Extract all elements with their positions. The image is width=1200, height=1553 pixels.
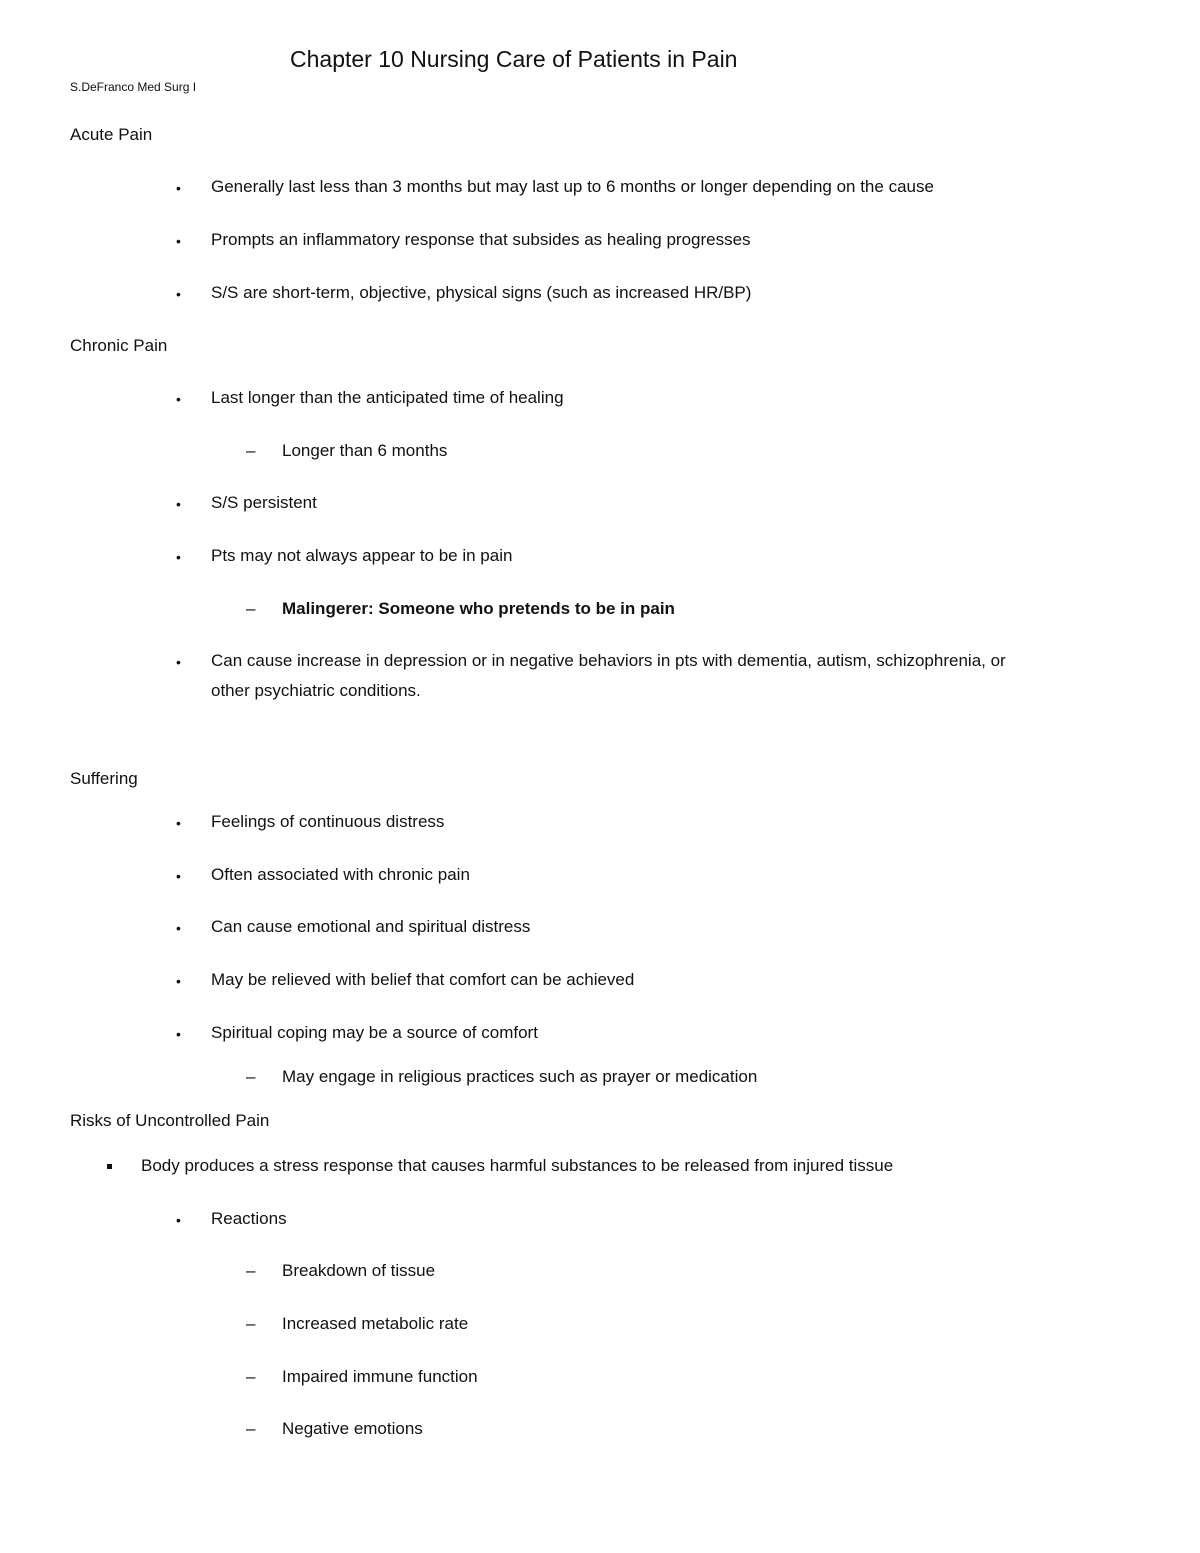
sub-list-item-definition: Malingerer: Someone who pretends to be in pain (282, 599, 675, 618)
bullet-marker: • (176, 1026, 181, 1042)
dash-marker: – (246, 441, 256, 460)
sub-list-item: Impaired immune function (282, 1367, 478, 1386)
bullet-marker: • (176, 233, 181, 249)
bullet-marker: • (176, 654, 181, 670)
sub-list-item: Breakdown of tissue (282, 1261, 436, 1280)
dash-marker: – (246, 1367, 256, 1386)
bullet-marker: • (176, 180, 181, 196)
bullet-marker: • (176, 973, 181, 989)
section-heading-acute-pain: Acute Pain (70, 125, 153, 144)
bullet-marker: • (176, 549, 181, 565)
list-item: Can cause increase in depression or in negative behaviors in pts with dementia, autism, schizophrenia, or (211, 651, 1006, 670)
list-item: Can cause emotional and spiritual distress (211, 917, 531, 936)
list-item: Last longer than the anticipated time of healing (211, 388, 564, 407)
bullet-marker: • (176, 286, 181, 302)
square-bullet-icon (107, 1164, 112, 1169)
bullet-marker: • (176, 868, 181, 884)
list-item: May be relieved with belief that comfort can be achieved (211, 970, 635, 989)
list-item: Prompts an inflammatory response that subsides as healing progresses (211, 230, 751, 249)
section-heading-suffering: Suffering (70, 769, 138, 788)
list-item: Spiritual coping may be a source of comfort (211, 1023, 538, 1042)
sub-list-item: Negative emotions (282, 1419, 423, 1438)
list-item: Pts may not always appear to be in pain (211, 546, 513, 565)
bullet-marker: • (176, 920, 181, 936)
dash-marker: – (246, 599, 256, 618)
dash-marker: – (246, 1419, 256, 1438)
list-item: Generally last less than 3 months but may last up to 6 months or longer depending on the cause (211, 177, 934, 196)
sub-list-item: Increased metabolic rate (282, 1314, 469, 1333)
list-item: Often associated with chronic pain (211, 865, 470, 884)
bullet-marker: • (176, 391, 181, 407)
section-heading-risks: Risks of Uncontrolled Pain (70, 1111, 270, 1130)
page-title: Chapter 10 Nursing Care of Patients in Pain (290, 46, 738, 72)
dash-marker: – (246, 1314, 256, 1333)
list-item: S/S persistent (211, 493, 317, 512)
list-item-continuation: other psychiatric conditions. (211, 681, 421, 700)
sub-list-item: May engage in religious practices such as prayer or medication (282, 1067, 758, 1086)
bullet-marker: • (176, 815, 181, 831)
bullet-marker: • (176, 496, 181, 512)
list-item: Body produces a stress response that causes harmful substances to be released from injured tissue (141, 1156, 894, 1175)
author-line: S.DeFranco Med Surg I (70, 80, 197, 94)
list-item: Feelings of continuous distress (211, 812, 445, 831)
list-item: Reactions (211, 1209, 287, 1228)
section-heading-chronic-pain: Chronic Pain (70, 336, 168, 355)
dash-marker: – (246, 1067, 256, 1086)
list-item: S/S are short-term, objective, physical signs (such as increased HR/BP) (211, 283, 752, 302)
dash-marker: – (246, 1261, 256, 1280)
sub-list-item: Longer than 6 months (282, 441, 448, 460)
bullet-marker: • (176, 1212, 181, 1228)
